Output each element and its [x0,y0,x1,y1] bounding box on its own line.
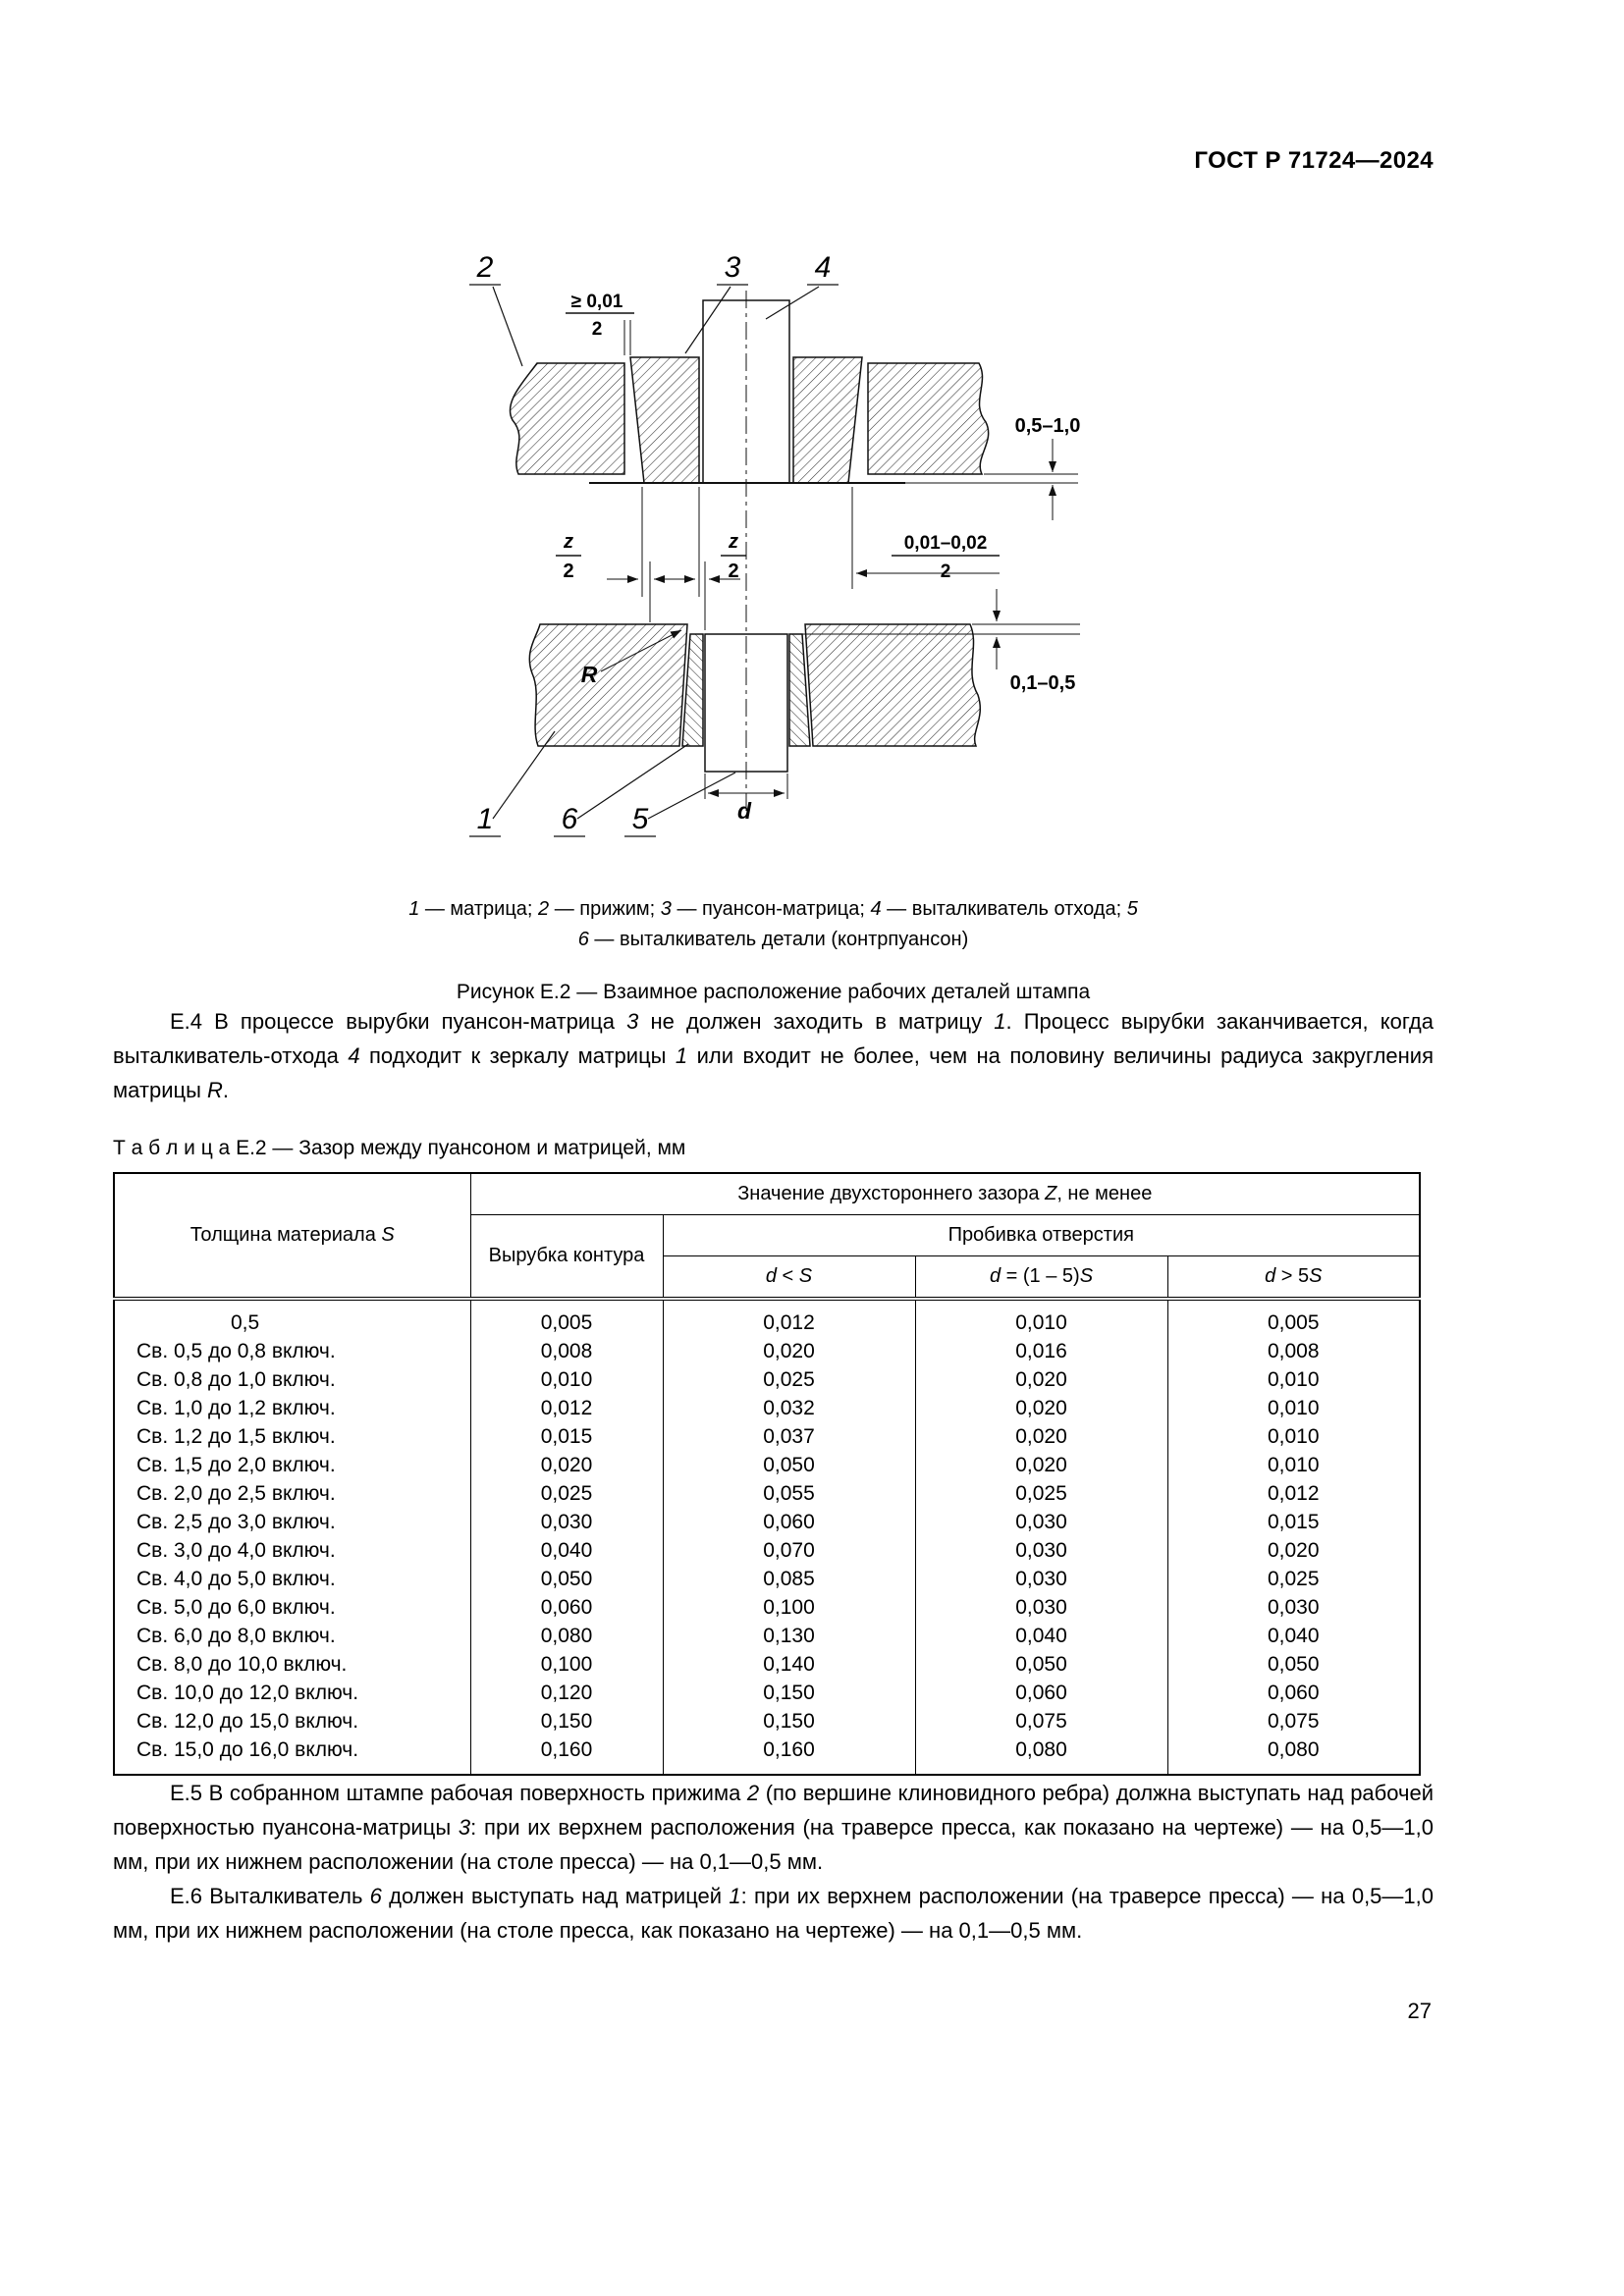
part-label-2: 2 [476,251,494,284]
table-cell: Св. 5,0 до 6,0 включ. [114,1593,470,1622]
dim-z-left-den: 2 [563,561,574,582]
table-cell: 0,030 [1167,1593,1420,1622]
table-row [114,1650,1420,1679]
table-cell: Св. 8,0 до 10,0 включ. [114,1650,470,1679]
table-cell: 0,070 [663,1536,915,1565]
table-cell: 0,010 [1167,1394,1420,1422]
table-cell: 0,140 [663,1650,915,1679]
dim-z-mid-den: 2 [728,561,739,582]
table-row [114,1679,1420,1707]
matrix-right-section [805,624,980,746]
part-label-5: 5 [631,803,649,835]
table-title: Т а б л и ц а Е.2 — Зазор между пуансоном и матрицей, мм [113,1137,686,1159]
table-cell: 0,055 [663,1479,915,1508]
paragraph-e4: Е.4 В процессе вырубки пуансон-матрица 3 не должен заходить в матрицу 1. Процесс вырубки заканчивается, когда выталкиватель-отхода 4 подходит к зеркалу матрицы 1 или входит не более, чем на половину величины радиуса закругления матрицы R. [113,1009,1435,1102]
table-cell: 0,005 [1167,1299,1420,1337]
table-cell: Св. 10,0 до 12,0 включ. [114,1679,470,1707]
table-row [114,1536,1420,1565]
figure-legend [113,894,1434,955]
table-cell: 0,080 [915,1735,1167,1775]
table-cell: Св. 15,0 до 16,0 включ. [114,1735,470,1775]
dim-d-label: d [736,798,752,824]
part-label-3: 3 [724,251,741,284]
table-row [114,1365,1420,1394]
table-cell: 0,020 [915,1365,1167,1394]
figure-caption: Рисунок Е.2 — Взаимное расположение рабочих деталей штампа [456,981,1091,1003]
table-cell: 0,160 [663,1735,915,1775]
table-cell: 0,025 [663,1365,915,1394]
table-cell: 0,060 [470,1593,663,1622]
table-cell: Св. 6,0 до 8,0 включ. [114,1622,470,1650]
table-cell: 0,060 [1167,1679,1420,1707]
dim-bottom-offset: 0,1–0,5 [1009,672,1076,694]
col-header-thickness: Толщина материала S [114,1173,470,1299]
dim-z-mid-num: z [729,531,738,553]
dim-radius-label: R [580,662,598,687]
table-cell: 0,5 [114,1299,470,1337]
table-cell: 0,020 [915,1422,1167,1451]
table-cell: Св. 1,2 до 1,5 включ. [114,1422,470,1451]
table-cell: 0,030 [915,1508,1167,1536]
table-cell: 0,150 [663,1679,915,1707]
page-number: 27 [1407,1999,1432,2023]
dim-mid-tolerance-num: 0,01–0,02 [903,533,988,554]
table-cell: 0,016 [915,1337,1167,1365]
figure-e2-drawing [442,236,1110,844]
clearance-table-body [114,1299,1420,1775]
table-cell: 0,005 [470,1299,663,1337]
table-cell: 0,025 [915,1479,1167,1508]
dim-top-offset: 0,5–1,0 [1014,415,1081,437]
table-cell: 0,008 [1167,1337,1420,1365]
table-row [114,1451,1420,1479]
table-cell: 0,010 [1167,1365,1420,1394]
table-cell: 0,010 [915,1299,1167,1337]
dim-mid-tolerance-den: 2 [940,561,951,582]
table-row [114,1508,1420,1536]
table-cell: Св. 4,0 до 5,0 включ. [114,1565,470,1593]
part-label-4: 4 [814,251,832,284]
table-cell: 0,085 [663,1565,915,1593]
table-cell: 0,075 [1167,1707,1420,1735]
table-cell: 0,030 [915,1593,1167,1622]
table-cell: 0,008 [470,1337,663,1365]
table-cell: 0,080 [1167,1735,1420,1775]
col-header-d-gt-5s: d > 5S [1167,1256,1420,1300]
table-cell: 0,120 [470,1679,663,1707]
table-cell: 0,012 [663,1299,915,1337]
table-cell: 0,010 [1167,1422,1420,1451]
figure-legend-line1: 1 — матрица; 2 — прижим; 3 — пуансон-матрица; 4 — выталкиватель отхода; 5 [408,898,1138,920]
table-cell: 0,150 [663,1707,915,1735]
top-die-assembly [510,300,988,483]
table-cell: Св. 0,8 до 1,0 включ. [114,1365,470,1394]
table-cell: 0,012 [470,1394,663,1422]
table-cell: 0,020 [915,1394,1167,1422]
table-row [114,1422,1420,1451]
table-cell: 0,020 [915,1451,1167,1479]
figure-legend-line2: 6 — выталкиватель детали (контрпуансон) [577,929,969,950]
table-cell: Св. 2,0 до 2,5 включ. [114,1479,470,1508]
figure-e2 [442,236,1110,849]
table-cell: 0,040 [470,1536,663,1565]
col-header-d-lt-s: d < S [663,1256,915,1300]
table-cell: 0,080 [470,1622,663,1650]
table-cell: 0,030 [915,1565,1167,1593]
table-cell: 0,010 [1167,1451,1420,1479]
table-cell: Св. 3,0 до 4,0 включ. [114,1536,470,1565]
table-cell: 0,040 [915,1622,1167,1650]
table-cell: 0,025 [1167,1565,1420,1593]
paragraph-e5: Е.5 В собранном штампе рабочая поверхность прижима 2 (по вершине клиновидного ребра) должна выступать над рабочей поверхностью пуансона-матрицы 3: при их верхнем расположения (на траверсе пресса, как показано на чертеже) — на 0,5—1,0 мм, при их нижнем расположении (на столе пресса) — на 0,1—0,5 мм. [113,1781,1435,1874]
col-header-d-eq: d = (1 – 5)S [915,1256,1167,1300]
table-cell: 0,160 [470,1735,663,1775]
dim-top-tolerance-den: 2 [591,319,603,340]
table-cell: 0,010 [470,1365,663,1394]
table-row [114,1593,1420,1622]
clamp-right-section [868,363,989,474]
table-cell: 0,020 [470,1451,663,1479]
table-cell: 0,050 [663,1451,915,1479]
table-cell: 0,050 [1167,1650,1420,1679]
standard-code: ГОСТ Р 71724—2024 [1194,147,1434,174]
table-row [114,1565,1420,1593]
table-cell: 0,050 [470,1565,663,1593]
dim-top-tolerance-num: ≥ 0,01 [570,292,623,312]
table-cell: Св. 12,0 до 15,0 включ. [114,1707,470,1735]
table-row [114,1479,1420,1508]
part-label-6: 6 [561,803,578,835]
table-cell: Св. 0,5 до 0,8 включ. [114,1337,470,1365]
table-cell: Св. 2,5 до 3,0 включ. [114,1508,470,1536]
table-cell: 0,025 [470,1479,663,1508]
table-row [114,1299,1420,1337]
part-label-1: 1 [476,803,494,835]
table-cell: 0,075 [915,1707,1167,1735]
table-cell: 0,020 [1167,1536,1420,1565]
punch-matrix-right-section [793,357,862,483]
table-cell: 0,030 [470,1508,663,1536]
col-header-punching: Пробивка отверстия [663,1215,1420,1256]
table-cell: 0,030 [915,1536,1167,1565]
col-header-contour: Вырубка контура [470,1215,663,1300]
table-row [114,1394,1420,1422]
table-cell: 0,100 [663,1593,915,1622]
dim-z-left-num: z [564,531,573,553]
table-cell: 0,100 [470,1650,663,1679]
table-cell: 0,015 [470,1422,663,1451]
table-cell: Св. 1,0 до 1,2 включ. [114,1394,470,1422]
punch-matrix-left-section [630,357,699,483]
matrix-left-section [529,624,687,746]
table-cell: 0,150 [470,1707,663,1735]
paragraph-e6: Е.6 Выталкиватель 6 должен выступать над матрицей 1: при их верхнем расположении (на траверсе пресса) — на 0,5—1,0 мм, при их нижнем расположении (на столе пресса, как показано на чертеже) — на 0,1—0,5 мм. [113,1884,1434,1943]
table-cell: 0,032 [663,1394,915,1422]
table-row [114,1337,1420,1365]
table-cell: 0,130 [663,1622,915,1650]
table-cell: 0,015 [1167,1508,1420,1536]
bottom-die-assembly [529,624,980,772]
table-row [114,1622,1420,1650]
table-row [114,1707,1420,1735]
table-cell: 0,060 [915,1679,1167,1707]
table-cell: Св. 1,5 до 2,0 включ. [114,1451,470,1479]
table-row [114,1735,1420,1775]
clamp-left-section [510,363,624,474]
table-cell: 0,020 [663,1337,915,1365]
clearance-table [113,1172,1421,1776]
col-header-z-value: Значение двухстороннего зазора Z, не менее [470,1173,1420,1215]
table-cell: 0,037 [663,1422,915,1451]
table-cell: 0,012 [1167,1479,1420,1508]
table-cell: 0,040 [1167,1622,1420,1650]
table-cell: 0,050 [915,1650,1167,1679]
table-cell: 0,060 [663,1508,915,1536]
